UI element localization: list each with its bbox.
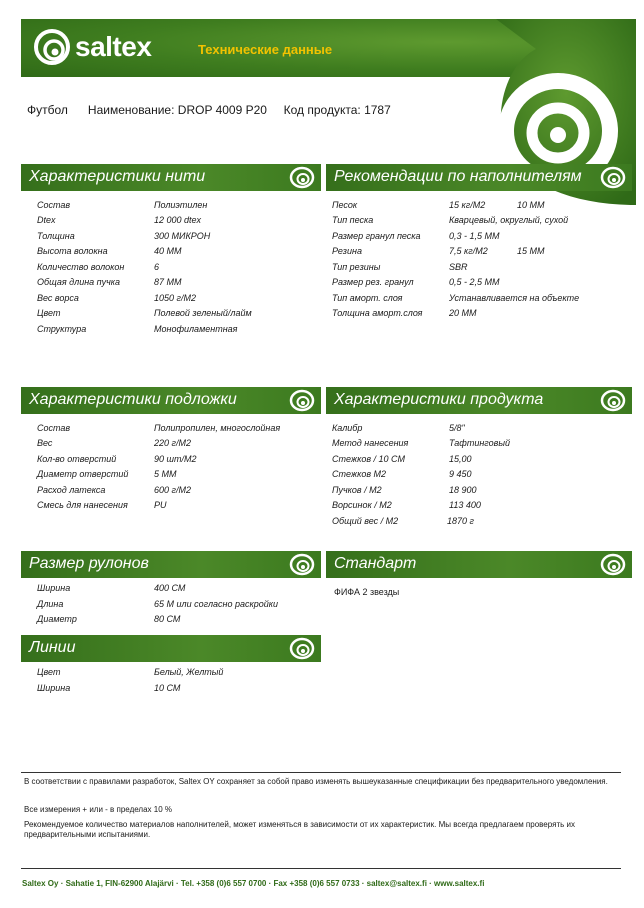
rolls-label: Длина [37,599,64,609]
yarn-value: Полиэтилен [154,200,208,210]
yarn-value: 1050 г/М2 [154,293,196,303]
swirl-badge-icon [599,553,627,576]
infill-value: 15 кг/М2 [449,200,486,210]
backing-label: Кол-во отверстий [37,454,117,464]
product-label: Калибр [332,423,363,433]
sport-type: Футбол [27,103,68,117]
swirl-badge-icon [288,389,316,412]
saltex-logo [33,27,151,67]
yarn-label: Dtex [37,215,56,225]
infill-label: Размер рез. гранул [332,277,414,287]
yarn-label: Состав [37,200,71,210]
backing-value: Полипропилен, многослойная [154,423,281,433]
yarn-label: Количество волокон [37,262,125,272]
product-value: 113 400 [449,500,481,510]
product-value: Тафтинговый [449,438,510,448]
section-header-backing [21,387,321,414]
section-title-lines: Линии [29,639,76,656]
logo-swirl-icon [33,28,71,66]
backing-value: PU [154,500,167,510]
backing-value: 600 г/М2 [154,485,191,495]
backing-label: Состав [37,423,71,433]
yarn-value: 40 ММ [154,246,182,256]
tolerance-note: Все измерения + или - в пределах 10 % [24,805,172,814]
product-label: Стежков М2 [332,469,387,479]
backing-label: Смесь для нанесения [37,500,128,510]
infill-label: Тип песка [332,215,374,225]
product-label: Стежков / 10 СМ [332,454,405,464]
backing-value: 220 г/М2 [154,438,191,448]
swirl-badge-icon [288,166,316,189]
infill-value: SBR [449,262,468,272]
lines-value: 10 СМ [154,683,181,693]
yarn-value: 300 МИКРОН [154,231,211,241]
yarn-label: Структура [37,324,87,334]
infill-label: Песок [332,200,358,210]
lines-label: Ширина [37,683,71,693]
swirl-badge-icon [599,389,627,412]
section-header-standard [326,551,632,578]
section-title-backing: Характеристики подложки [29,391,237,408]
infill-label: Толщина аморт.слоя [332,308,423,318]
company-address: Saltex Oy · Sahatie 1, FIN-62900 Alajärvi · Tel. +358 (0)6 557 0700 · Fax +358 (0)6 557 0733 · saltex@saltex.fi · www.saltex.fi [22,879,485,888]
disclaimer-note: В соответствии с правилами разработок, Saltex OY сохраняет за собой право изменять вышеуказанные спецификации без предварительного уведомления. [24,777,608,786]
infill-label: Тип резины [332,262,381,272]
product-name: DROP 4009 P20 [177,103,267,117]
infill-label: Тип аморт. слоя [332,293,403,303]
product-label: Пучков / М2 [332,485,382,495]
infill-value: Кварцевый, округлый, сухой [449,215,569,225]
rolls-value: 65 М или согласно раскройки [154,599,279,609]
yarn-label: Вес ворса [37,293,79,303]
product-info [27,103,391,117]
backing-label: Расход латекса [37,485,106,495]
backing-label: Вес [37,438,53,448]
infill-note: Рекомендуемое количество материалов наполнителей, может изменяться в зависимости от их характеристик. Мы всегда предлагаем проверять их предварительными испытаниями. [24,820,575,839]
product-label: Ворсинок / М2 [332,500,392,510]
footer-divider-top [21,772,621,773]
infill-extra: 15 ММ [517,246,545,256]
lines-label: Цвет [37,667,61,677]
section-title-rolls: Размер рулонов [29,555,149,572]
backing-value: 5 ММ [154,469,177,479]
section-title-product: Характеристики продукта [334,391,544,408]
yarn-value: Полевой зеленый/лайм [154,308,252,318]
infill-value: 20 ММ [449,308,477,318]
logo-text: saltex [75,31,152,62]
lines-value: Белый, Желтый [154,667,224,677]
section-header-infill [326,164,632,191]
section-title-yarn: Характеристики нити [29,168,206,185]
backing-value: 90 шт/М2 [154,454,197,464]
section-title-standard: Стандарт [334,555,417,572]
yarn-label: Высота волокна [37,246,108,256]
section-header-yarn [21,164,321,191]
yarn-value: 12 000 dtex [154,215,202,225]
product-label: Метод нанесения [332,438,409,448]
yarn-value: 6 [154,262,160,272]
yarn-label: Общая длина пучка [37,277,121,287]
yarn-value: Монофиламентная [154,324,238,334]
standard-text: ФИФА 2 звезды [334,587,400,597]
yarn-label: Цвет [37,308,61,318]
section-header-lines [21,635,321,662]
infill-label: Резина [332,246,362,256]
infill-label: Размер гранул песка [332,231,421,241]
code-label: Код продукта: [283,103,361,117]
infill-value: 7,5 кг/М2 [449,246,488,256]
infill-value: 0,3 - 1,5 ММ [449,231,500,241]
footer-divider-bottom [21,868,621,869]
product-value: 15,00 [449,454,472,464]
product-label: Общий вес / М2 [332,516,399,526]
name-label: Наименование: [87,103,175,117]
rolls-label: Ширина [37,583,71,593]
section-title-infill: Рекомендации по наполнителям [334,168,582,185]
backing-label: Диаметр отверстий [37,469,129,479]
product-value: 9 450 [449,469,472,479]
rolls-value: 400 СМ [154,583,186,593]
infill-extra: 10 ММ [517,200,545,210]
section-header-product [326,387,632,414]
product-value: 1870 г [447,516,474,526]
infill-value: 0,5 - 2,5 ММ [449,277,500,287]
rolls-value: 80 СМ [154,614,181,624]
swirl-badge-icon [288,553,316,576]
product-code: 1787 [364,103,391,117]
document-title: Технические данные [198,42,333,57]
swirl-badge-icon [599,166,627,189]
product-value: 18 900 [449,485,477,495]
swirl-badge-icon [288,637,316,660]
yarn-label: Толщина [37,231,75,241]
section-header-rolls [21,551,321,578]
rolls-label: Диаметр [37,614,77,624]
yarn-value: 87 ММ [154,277,182,287]
product-value: 5/8" [449,423,465,433]
infill-value: Устанавливается на объекте [449,293,580,303]
